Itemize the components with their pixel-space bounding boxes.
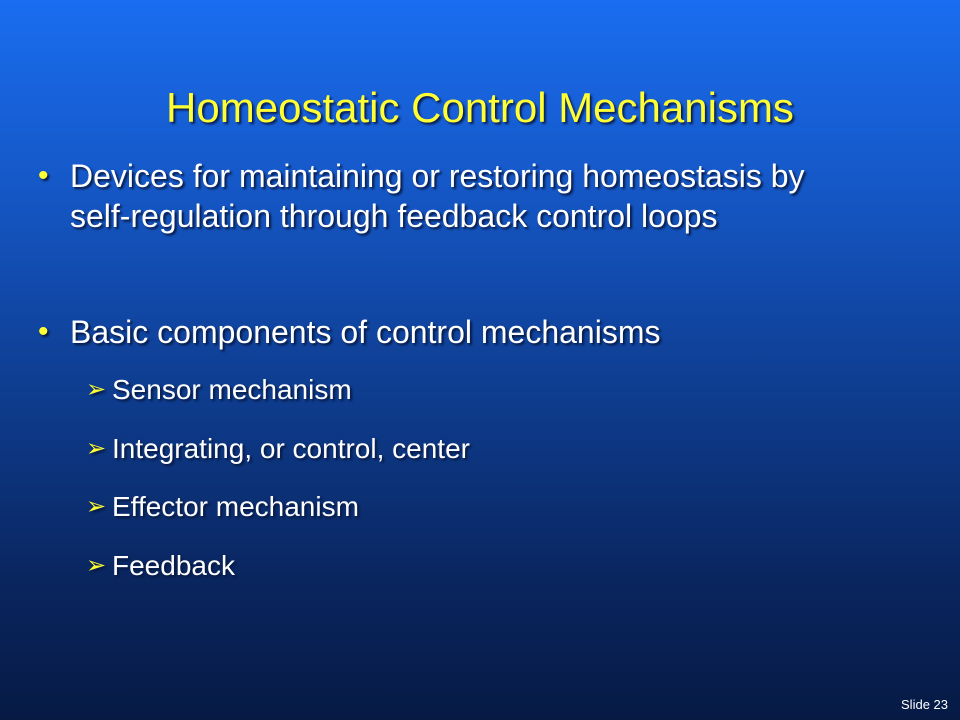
slide-number: Slide 23: [901, 697, 948, 712]
bullet-dot-icon: •: [38, 159, 49, 192]
arrow-bullet-icon: ➢: [86, 376, 107, 403]
bullet-text: Devices for maintaining or restoring homeostasis by self-regulation through feedback control loops: [70, 158, 805, 234]
sub-bullet-item: [86, 432, 470, 466]
sub-bullet-text: Effector mechanism: [112, 491, 359, 522]
slide-title: Homeostatic Control Mechanisms: [166, 84, 794, 131]
bullet-item: [38, 312, 870, 352]
bullet-item: [38, 156, 830, 236]
arrow-bullet-icon: ➢: [86, 435, 107, 462]
bullet-text: Basic components of control mechanisms: [70, 314, 661, 350]
sub-bullet-text: Sensor mechanism: [112, 374, 352, 405]
sub-bullet-text: Integrating, or control, center: [112, 433, 470, 464]
bullet-dot-icon: •: [38, 315, 49, 348]
sub-bullet-item: [86, 490, 359, 524]
sub-bullet-item: [86, 373, 352, 407]
sub-bullet-text: Feedback: [112, 550, 235, 581]
arrow-bullet-icon: ➢: [86, 493, 107, 520]
sub-bullet-item: [86, 549, 235, 583]
arrow-bullet-icon: ➢: [86, 552, 107, 579]
